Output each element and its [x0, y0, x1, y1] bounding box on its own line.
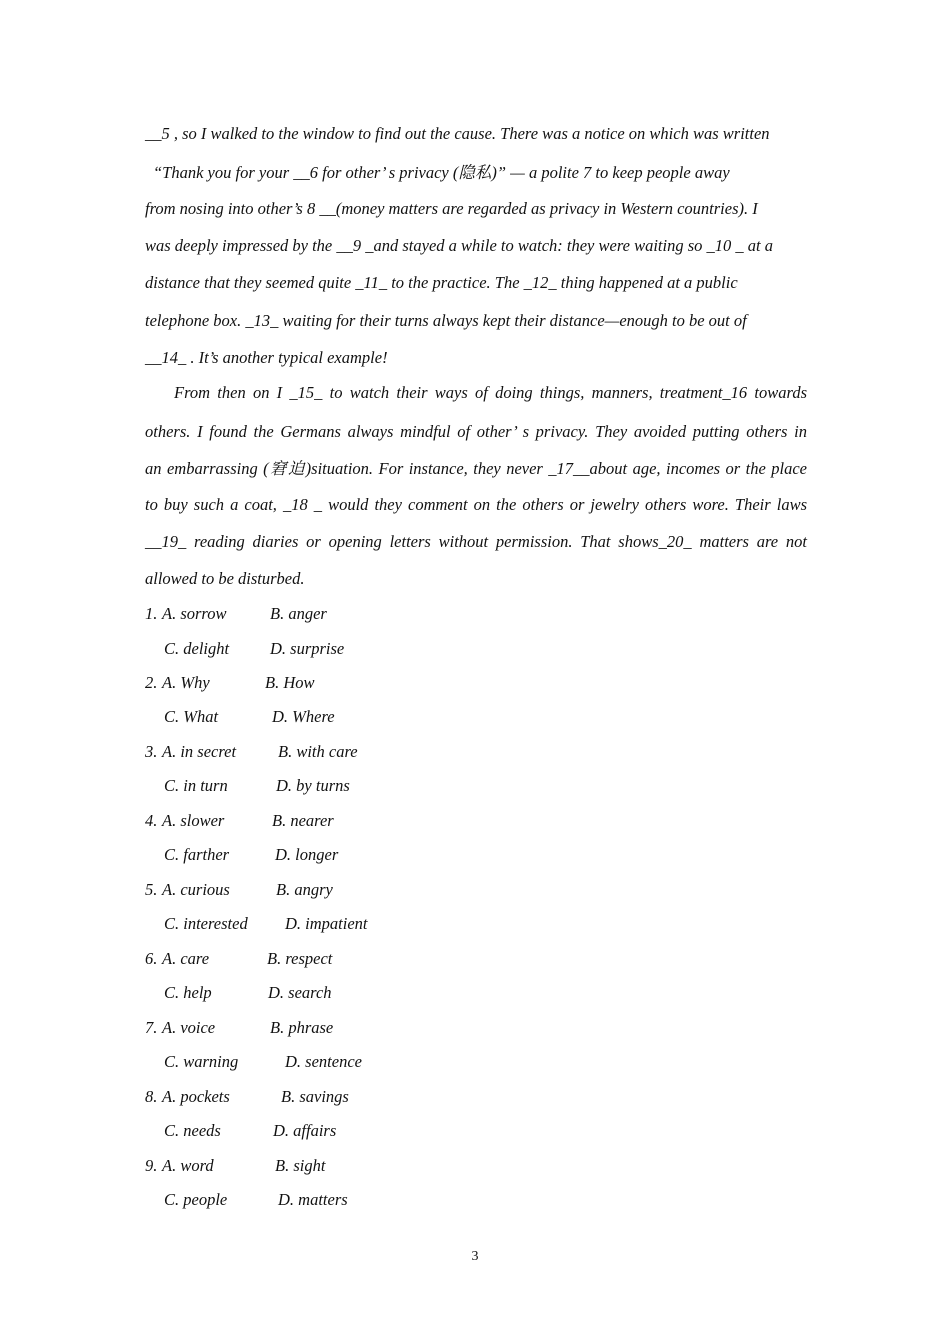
question-number: 7.	[145, 1018, 158, 1037]
option-c: C. warning	[164, 1052, 239, 1071]
passage-line: __5 , so I walked to the window to find out the cause. There was a notice on which was written	[145, 124, 770, 143]
question-number: 3.	[145, 742, 158, 761]
option-c: C. help	[164, 983, 212, 1002]
option-a: A. sorrow	[162, 604, 227, 623]
option-b: B. savings	[281, 1087, 349, 1106]
question-number: 1.	[145, 604, 158, 623]
option-a: A. Why	[162, 673, 210, 692]
option-b: B. sight	[275, 1156, 326, 1175]
passage-line: telephone box. _13_ waiting for their turns always kept their distance—enough to be out of	[145, 311, 747, 330]
option-d: D. sentence	[285, 1052, 362, 1071]
option-c: C. farther	[164, 845, 230, 864]
option-d: D. Where	[272, 707, 335, 726]
option-d: D. by turns	[276, 776, 350, 795]
option-b: B. nearer	[272, 811, 334, 830]
option-d: D. impatient	[285, 914, 368, 933]
passage-line: to buy such a coat, _18 _ would they comment on the others or jewelry others wore. Their laws	[145, 495, 807, 514]
option-a: A. voice	[162, 1018, 216, 1037]
option-c: C. What	[164, 707, 219, 726]
option-d: D. affairs	[273, 1121, 337, 1140]
question-number: 8.	[145, 1087, 158, 1106]
option-a: A. in secret	[162, 742, 237, 761]
passage-line: was deeply impressed by the __9 _and stayed a while to watch: they were waiting so _10 _ at a	[145, 236, 773, 255]
question-number: 4.	[145, 811, 158, 830]
question-number: 2.	[145, 673, 158, 692]
question-number: 9.	[145, 1156, 158, 1175]
option-b: B. angry	[276, 880, 333, 899]
option-a: A. slower	[162, 811, 225, 830]
option-b: B. How	[265, 673, 315, 692]
option-b: B. with care	[278, 742, 358, 761]
page-number: 3	[471, 1249, 479, 1264]
option-c: C. people	[164, 1190, 228, 1209]
passage-line: From then on I _15_ to watch their ways of doing things, manners, treatment_16 towards	[174, 383, 807, 402]
option-a: A. pockets	[162, 1087, 230, 1106]
option-d: D. longer	[275, 845, 339, 864]
option-b: B. respect	[267, 949, 333, 968]
option-c: C. needs	[164, 1121, 221, 1140]
option-c: C. interested	[164, 914, 248, 933]
passage-line: an embarrassing (窘迫)situation. For instance, they never _17__about age, incomes or the place	[145, 459, 807, 478]
option-d: D. surprise	[270, 639, 345, 658]
option-d: D. matters	[278, 1190, 348, 1209]
option-a: A. care	[162, 949, 210, 968]
passage-line: from nosing into other’s 8 __(money matters are regarded as privacy in Western countries). I	[145, 199, 758, 218]
passage-line: __19_ reading diaries or opening letters without permission. That shows_20_ matters are not	[145, 532, 807, 551]
passage-line: “Thank you for your __6 for other’ s privacy (隐私)” — a polite 7 to keep people away	[153, 163, 730, 182]
option-a: A. curious	[162, 880, 230, 899]
option-c: C. in turn	[164, 776, 228, 795]
question-number: 5.	[145, 880, 158, 899]
passage-line: __14_ . It’s another typical example!	[145, 348, 388, 367]
option-a: A. word	[162, 1156, 214, 1175]
option-c: C. delight	[164, 639, 230, 658]
question-number: 6.	[145, 949, 158, 968]
option-b: B. anger	[270, 604, 327, 623]
option-b: B. phrase	[270, 1018, 334, 1037]
option-d: D. search	[268, 983, 332, 1002]
passage-line: distance that they seemed quite _11_ to the practice. The _12_ thing happened at a public	[145, 273, 738, 292]
passage-line: allowed to be disturbed.	[145, 569, 305, 588]
passage-line: others. I found the Germans always mindful of other’ s privacy. They avoided putting others in	[145, 422, 807, 441]
